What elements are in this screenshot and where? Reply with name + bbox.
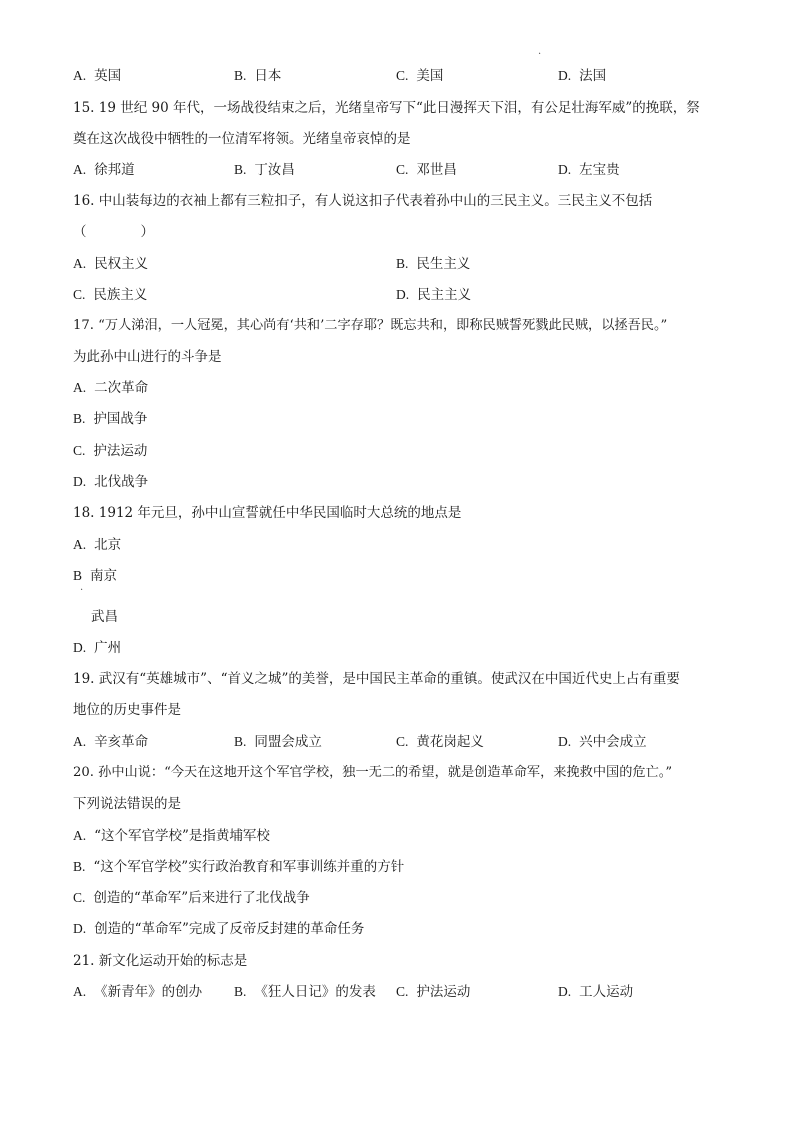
q15-stem-line1: 15. 19 世纪 90 年代，一场战役结束之后，光绪皇帝写下“此日漫挥天下泪，有公足壮海军威”的挽联，祭 [73,100,700,116]
q15-option-d: D. 左宝贵 [558,162,620,178]
q20-stem-line1: 20. 孙中山说：“今天在这地开这个军官学校，独一无二的希望，就是创造革命军，来挽救中国的危亡。” [73,765,673,780]
q20-option-d: D. 创造的“革命军”完成了反帝反封建的革命任务 [73,921,365,937]
q14-option-a: A. 英国 [73,68,122,84]
q16-option-d: D. 民主主义 [396,287,472,303]
q16-stem-line1: 16. 中山装每边的衣袖上都有三粒扣子，有人说这扣子代表着孙中山的三民主义。三民主义不包括 [73,193,653,209]
q19-option-b: B. 同盟会成立 [234,734,322,750]
q14-option-d: D. 法国 [558,68,607,84]
stray-dot: . [538,46,542,57]
q14-option-b: B. 日本 [234,68,282,84]
q17-stem-line2: 为此孙中山进行的斗争是 [73,349,222,365]
q20-option-b: B. “这个军官学校”实行政治教育和军事训练并重的方针 [73,859,405,875]
q21-option-c: C. 护法运动 [396,984,471,1000]
q21-stem-line1: 21. 新文化运动开始的标志是 [73,953,248,969]
q19-option-d: D. 兴中会成立 [558,734,647,750]
q16-option-c: C. 民族主义 [73,287,148,303]
q17-option-c: C. 护法运动 [73,443,148,459]
q17-option-a: A. 二次革命 [73,380,149,396]
q19-option-a: A. 辛亥革命 [73,734,149,750]
q19-stem-line1: 19. 武汉有“英雄城市”、“首义之城”的美誉，是中国民主革命的重镇。使武汉在中国近代史上占有重要 [73,671,680,687]
q16-answer-bracket: （ ） [73,224,154,240]
q18-option-d: D. 广州 [73,640,122,656]
q21-option-b: B. 《狂人日记》的发表 [234,984,376,1000]
q16-option-b: B. 民生主义 [396,256,471,272]
q15-option-b: B. 丁汝昌 [234,162,295,178]
q15-option-c: C. 邓世昌 [396,162,457,178]
q19-stem-line2: 地位的历史事件是 [73,702,181,718]
q18-option-a: A. 北京 [73,537,122,553]
q19-option-c: C. 黄花岗起义 [396,734,484,750]
q21-option-d: D. 工人运动 [558,984,634,1000]
q15-option-a: A. 徐邦道 [73,162,135,178]
q20-option-c: C. 创造的“革命军”后来进行了北伐战争 [73,890,310,906]
stray-dot: . [80,582,84,593]
q18-stem-line1: 18. 1912 年元旦，孙中山宣誓就任中华民国临时大总统的地点是 [73,505,462,521]
q21-option-a: A. 《新青年》的创办 [73,984,203,1000]
q18-option-b: B 南京 [73,568,118,584]
q17-option-d: D. 北伐战争 [73,474,149,490]
q18-option-c: 武昌 [91,609,118,625]
q15-stem-line2: 奠在这次战役中牺牲的一位清军将领。光绪皇帝哀悼的是 [73,131,411,147]
q20-option-a: A. “这个军官学校”是指黄埔军校 [73,828,270,844]
q20-stem-line2: 下列说法错误的是 [73,796,181,812]
q16-option-a: A. 民权主义 [73,256,149,272]
q17-stem-line1: 17. “万人涕泪，一人冠冕，其心尚有‘共和’二字存耶？既忘共和，即称民贼誓死戮此民贼，以拯吾民。” [73,318,668,333]
q14-option-c: C. 美国 [396,68,444,84]
q17-option-b: B. 护国战争 [73,411,148,427]
